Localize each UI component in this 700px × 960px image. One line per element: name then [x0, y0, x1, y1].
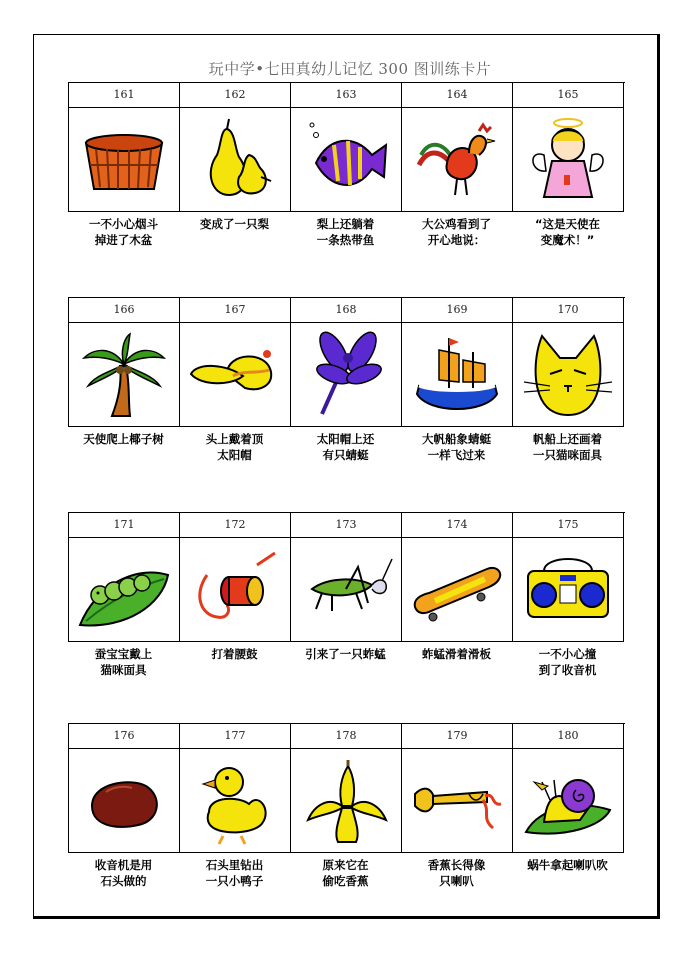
- card-picture: [513, 749, 624, 853]
- card-caption: 大帆船象蜻蜓 一样飞过来: [422, 432, 491, 462]
- card-picture: [402, 749, 513, 853]
- card-caption: 天使爬上椰子树: [83, 432, 164, 446]
- page-title: 玩中学•七田真幼儿记忆 300 图训练卡片: [208, 60, 492, 78]
- card-caption: 香蕉长得像 只喇叭: [427, 858, 486, 888]
- card-number: 180: [513, 724, 624, 749]
- card-picture: [402, 538, 513, 642]
- card-number: 178: [291, 724, 402, 749]
- card-picture: [291, 749, 402, 853]
- card-number: 172: [180, 513, 291, 538]
- rooster-icon: [409, 115, 505, 205]
- card-number: 171: [69, 513, 180, 538]
- card-number: 167: [180, 298, 291, 323]
- card-number: 169: [402, 298, 513, 323]
- skateboard-icon: [409, 545, 505, 635]
- card-caption: 收音机是用 石头做的: [94, 858, 153, 888]
- angel-icon: [520, 115, 616, 205]
- card-caption: 变成了一只梨: [200, 217, 269, 231]
- card-caption: 一不小心撞 到了收音机: [538, 647, 597, 677]
- waist-drum-icon: [187, 545, 283, 635]
- card-picture: [69, 538, 180, 642]
- card-number: 162: [180, 83, 291, 108]
- card-picture: [513, 538, 624, 642]
- card-caption: 帆船上还画着 一只猫咪面具: [533, 432, 602, 462]
- card-picture: [513, 108, 624, 212]
- card-number: 175: [513, 513, 624, 538]
- card-picture: [69, 323, 180, 427]
- card-picture: [402, 323, 513, 427]
- silkworm-icon: [76, 545, 172, 635]
- card-caption: 原来它在 偷吃香蕉: [322, 858, 369, 888]
- dragonfly-icon: [298, 330, 394, 420]
- card-picture: [402, 108, 513, 212]
- card-caption: 太阳帽上还 有只蜻蜓: [316, 432, 375, 462]
- snail-icon: [520, 756, 616, 846]
- card-row-2: [68, 297, 624, 463]
- card-number: 177: [180, 724, 291, 749]
- radio-icon: [520, 545, 616, 635]
- card-caption: 大公鸡看到了 开心地说：: [422, 217, 491, 247]
- sun-hat-icon: [187, 330, 283, 420]
- card-caption: “这是天使在 变魔术！”: [534, 217, 601, 247]
- card-caption: 梨上还躺着 一条热带鱼: [316, 217, 375, 247]
- coconut-tree-icon: [76, 330, 172, 420]
- duckling-icon: [187, 756, 283, 846]
- card-picture: [180, 323, 291, 427]
- card-caption: 蜗牛拿起喇叭吹: [527, 858, 608, 872]
- card-caption: 石头里钻出 一只小鸭子: [205, 858, 264, 888]
- card-picture: [69, 749, 180, 853]
- card-caption: 头上戴着顶 太阳帽: [205, 432, 264, 462]
- card-picture: [513, 323, 624, 427]
- card-picture: [69, 108, 180, 212]
- card-number: 174: [402, 513, 513, 538]
- card-number: 164: [402, 83, 513, 108]
- card-picture: [291, 323, 402, 427]
- card-caption: 蚱蜢滑着滑板: [422, 647, 491, 661]
- banana-icon: [298, 756, 394, 846]
- card-caption: 引来了一只蚱蜢: [305, 647, 386, 661]
- card-number: 173: [291, 513, 402, 538]
- card-caption: 蚕宝宝戴上 猫咪面具: [94, 647, 153, 677]
- card-row-3: [68, 512, 624, 678]
- card-picture: [291, 108, 402, 212]
- card-number: 163: [291, 83, 402, 108]
- sailboat-icon: [409, 330, 505, 420]
- card-number: 170: [513, 298, 624, 323]
- card-row-1: [68, 82, 624, 248]
- card-number: 165: [513, 83, 624, 108]
- stone-icon: [76, 756, 172, 846]
- tropical-fish-icon: [298, 115, 394, 205]
- card-number: 161: [69, 83, 180, 108]
- card-caption: 打着腰鼓: [211, 647, 258, 661]
- card-number: 168: [291, 298, 402, 323]
- card-picture: [180, 538, 291, 642]
- card-row-4: [68, 723, 624, 889]
- card-picture: [291, 538, 402, 642]
- card-picture: [180, 749, 291, 853]
- card-number: 179: [402, 724, 513, 749]
- pear-icon: [187, 115, 283, 205]
- card-caption: 一不小心烟斗 掉进了木盆: [89, 217, 158, 247]
- basket-icon: [76, 115, 172, 205]
- cat-mask-icon: [520, 330, 616, 420]
- card-number: 176: [69, 724, 180, 749]
- card-picture: [180, 108, 291, 212]
- grasshopper-icon: [298, 545, 394, 635]
- card-number: 166: [69, 298, 180, 323]
- trumpet-icon: [409, 756, 505, 846]
